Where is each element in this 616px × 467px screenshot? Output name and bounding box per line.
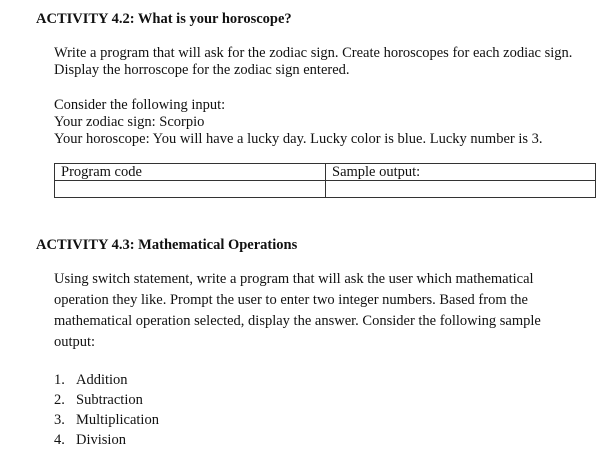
operations-list xyxy=(54,370,159,450)
activity-4-2-title: ACTIVITY 4.2: What is your horoscope? xyxy=(36,11,292,27)
program-output-table xyxy=(54,163,596,198)
operation-label: Division xyxy=(76,432,126,448)
activity-4-3-instructions xyxy=(54,269,541,353)
list-number: 1. xyxy=(54,372,65,388)
instruction-line: Using switch statement, write a program that will ask the user which mathematical xyxy=(54,271,534,287)
list-number: 4. xyxy=(54,432,65,448)
list-item xyxy=(54,370,159,390)
list-number: 2. xyxy=(54,392,65,408)
activity-4-2-input-example xyxy=(54,97,543,148)
operation-label: Subtraction xyxy=(76,392,143,408)
sample-output-header: Sample output: xyxy=(326,164,596,181)
program-code-cell xyxy=(55,181,326,198)
table-row xyxy=(55,181,596,198)
program-code-header: Program code xyxy=(55,164,326,181)
operation-label: Multiplication xyxy=(76,412,159,428)
activity-4-3-title: ACTIVITY 4.3: Mathematical Operations xyxy=(36,237,298,253)
input-intro-line: Consider the following input: xyxy=(54,97,226,113)
list-number: 3. xyxy=(54,412,65,428)
zodiac-sign-line: Your zodiac sign: Scorpio xyxy=(54,114,205,130)
operation-label: Addition xyxy=(76,372,128,388)
table-header-row xyxy=(55,164,596,181)
list-item xyxy=(54,410,159,430)
sample-output-cell xyxy=(326,181,596,198)
instruction-line: operation they like. Prompt the user to enter two integer numbers. Based from the xyxy=(54,292,528,308)
instruction-line: mathematical operation selected, display the answer. Consider the following sample xyxy=(54,313,541,329)
instruction-line: Display the horroscope for the zodiac sign entered. xyxy=(54,62,350,78)
activity-4-2-instructions xyxy=(54,45,572,79)
instruction-line: Write a program that will ask for the zodiac sign. Create horoscopes for each zodiac sign. xyxy=(54,45,573,61)
horoscope-line: Your horoscope: You will have a lucky day. Lucky color is blue. Lucky number is 3. xyxy=(54,131,543,147)
instruction-line: output: xyxy=(54,334,96,350)
list-item xyxy=(54,430,159,450)
list-item xyxy=(54,390,159,410)
